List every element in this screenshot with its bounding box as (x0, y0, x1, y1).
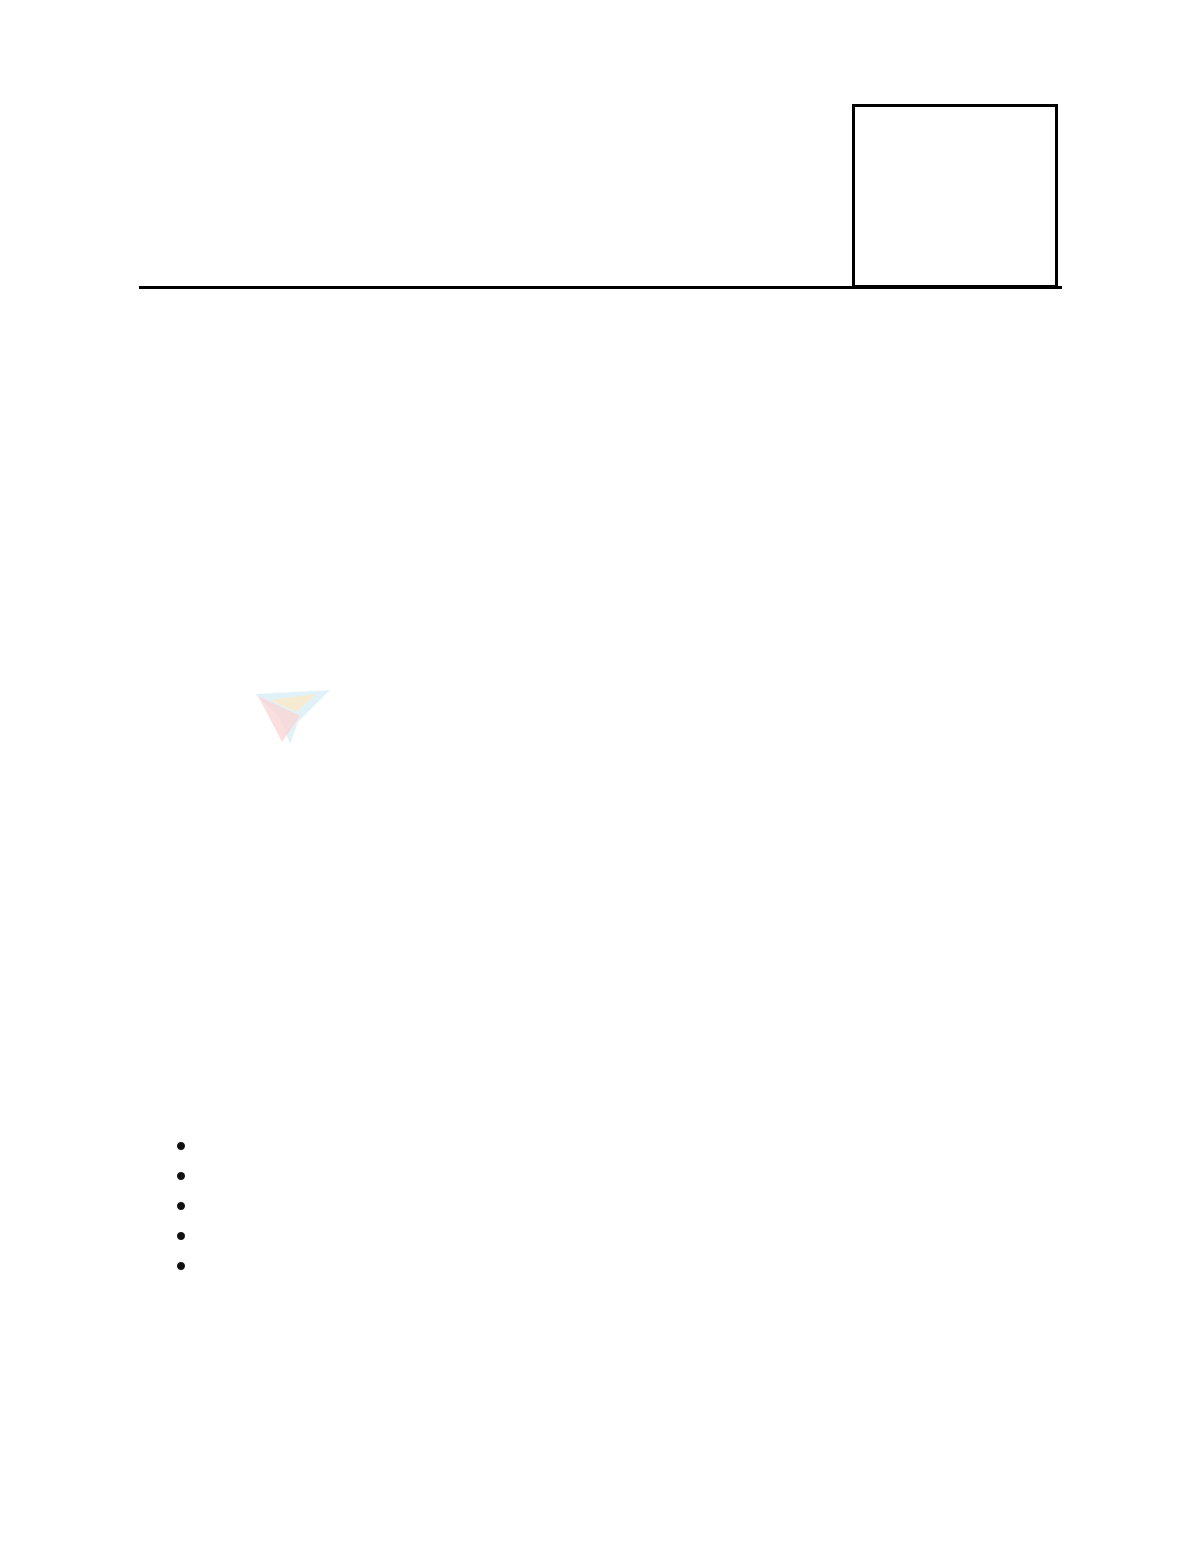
bullet-icon (177, 1142, 185, 1150)
bullet-icon (177, 1172, 185, 1180)
photo-placeholder (852, 104, 1058, 288)
header-divider (139, 286, 1062, 289)
bullet-icon (177, 1232, 185, 1240)
bullet-icon (177, 1262, 185, 1270)
star-icon (255, 690, 330, 744)
bullet-icon (177, 1202, 185, 1210)
